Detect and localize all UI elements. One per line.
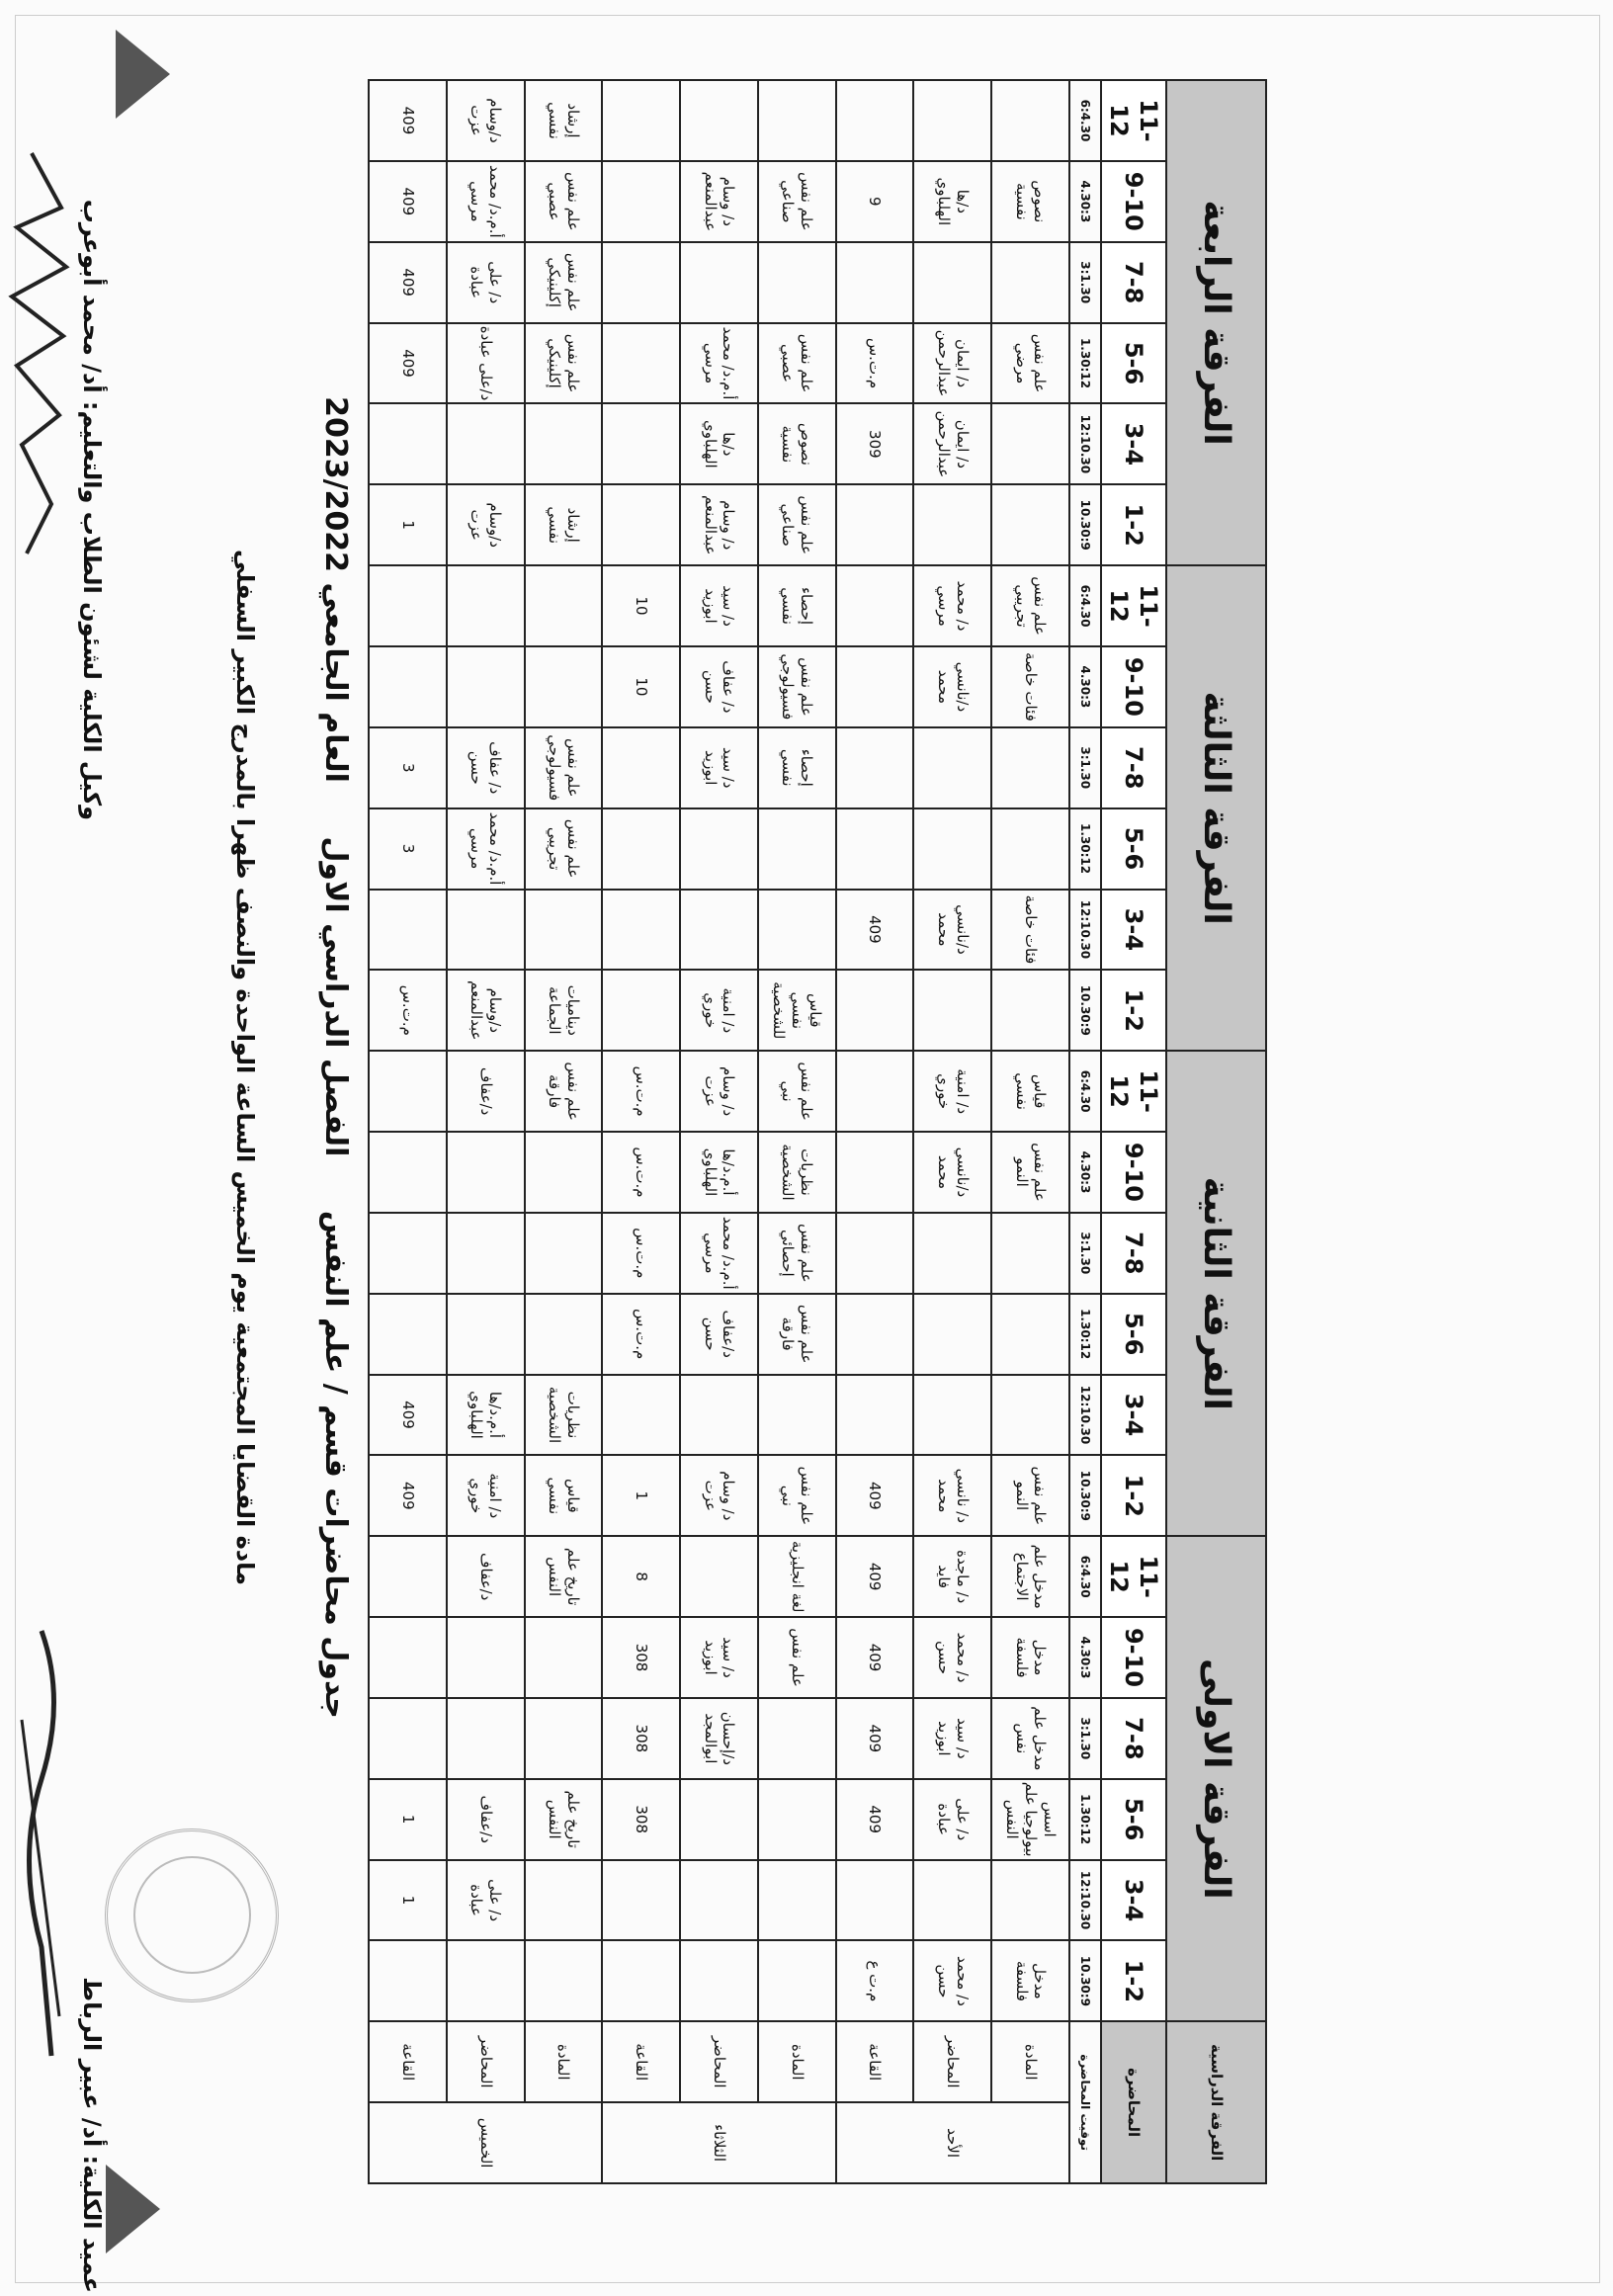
row-label: المادة [525, 2021, 603, 2102]
schedule-cell [836, 484, 914, 565]
schedule-cell [369, 1132, 447, 1213]
slot-header: 5-6 [1101, 1294, 1166, 1375]
schedule-cell: د/عفاف [447, 1051, 525, 1132]
schedule-cell: د/وسام عبدالمنعم [447, 970, 525, 1051]
time-cell: 4.30:3 [1069, 161, 1101, 242]
time-cell: 6:4.30 [1069, 1051, 1101, 1132]
time-cell: 6:4.30 [1069, 80, 1101, 161]
schedule-cell: د/ها الهلباوي [680, 403, 758, 484]
level-header: الفرقة الرابعة [1166, 80, 1266, 565]
schedule-cell [447, 565, 525, 646]
schedule-cell: علم نفس إكلينيكي [525, 242, 603, 323]
row-label: المادة [758, 2021, 836, 2102]
title-year: العام الجامعي 2023/2022 [318, 396, 353, 783]
schedule-cell: د/وسام عزت [447, 484, 525, 565]
schedule-cell [369, 1617, 447, 1698]
schedule-cell [836, 1051, 914, 1132]
schedule-cell [525, 890, 603, 971]
row-label: المحاضر [447, 2021, 525, 2102]
schedule-cell: د/ها الهلباوي [913, 161, 991, 242]
schedule-cell: د/ سيد ابوزيد [680, 565, 758, 646]
schedule-cell [991, 1375, 1069, 1456]
schedule-cell [525, 1132, 603, 1213]
schedule-cell: د/ عفاف حسن [680, 646, 758, 727]
slot-header: 9-10 [1101, 161, 1166, 242]
schedule-cell: مدخل فلسفة [991, 1940, 1069, 2021]
slot-header: 5-6 [1101, 323, 1166, 404]
schedule-cell: 9 [836, 161, 914, 242]
schedule-cell: اسس بيولوجيا علم النفس [991, 1779, 1069, 1860]
schedule-cell: قياس نفسي للشخصية [758, 970, 836, 1051]
schedule-cell [602, 323, 680, 404]
schedule-cell: د/ امنية خوري [447, 1455, 525, 1536]
schedule-cell: أ.م.د/ محمد مرسي [680, 323, 758, 404]
schedule-cell: علم نفس فسيولوجي [758, 646, 836, 727]
schedule-cell [525, 403, 603, 484]
schedule-cell: علم نفس فسيولوجي [525, 727, 603, 808]
schedule-cell: 409 [836, 1536, 914, 1617]
schedule-cell: 409 [836, 1779, 914, 1860]
schedule-cell [758, 1779, 836, 1860]
schedule-cell [369, 1051, 447, 1132]
title-semester: الفصل الدراسي الاول [318, 836, 353, 1157]
schedule-cell: م.ت ع [836, 1940, 914, 2021]
schedule-cell: 1 [369, 1779, 447, 1860]
level-header: الفرقة الاولى [1166, 1536, 1266, 2021]
schedule-cell [913, 808, 991, 890]
schedule-cell: 308 [602, 1779, 680, 1860]
schedule-cell: د/ ماجدة فايد [913, 1536, 991, 1617]
signature-scribble-left [2, 148, 71, 563]
schedule-cell: نصوص نفسية [991, 161, 1069, 242]
time-cell: 4.30:3 [1069, 1132, 1101, 1213]
schedule-cell [447, 1698, 525, 1779]
schedule-cell [836, 80, 914, 161]
slot-header: 7-8 [1101, 242, 1166, 323]
schedule-cell: د/ ايمان عبدالرحمن [913, 323, 991, 404]
schedule-cell [913, 484, 991, 565]
schedule-cell [525, 646, 603, 727]
time-cell: 6:4.30 [1069, 565, 1101, 646]
footer-note: مادة القضايا المجتمعية يوم الخميس الساعة الواحدة والنصف ظهرا بالمدرج الكبير السفلي [231, 550, 259, 1585]
schedule-cell: ديناميات الجماعة [525, 970, 603, 1051]
schedule-cell: أ.م.د/ محمد مرسي [680, 1213, 758, 1294]
schedule-cell: د/عفاف [447, 1779, 525, 1860]
schedule-cell [913, 970, 991, 1051]
schedule-cell: د/على عبادة [447, 323, 525, 404]
slot-header: 11-12 [1101, 80, 1166, 161]
row-label: المادة [991, 2021, 1069, 2102]
schedule-cell [369, 1940, 447, 2021]
schedule-cell: علم نفس نبي [758, 1051, 836, 1132]
slot-header: 11-12 [1101, 565, 1166, 646]
slot-header: 3-4 [1101, 890, 1166, 971]
schedule-cell: علم نفس [758, 1617, 836, 1698]
schedule-cell [758, 80, 836, 161]
schedule-cell: د/ محمد حسن [913, 1617, 991, 1698]
slot-header: 7-8 [1101, 1698, 1166, 1779]
schedule-cell: د/ على عبادة [913, 1779, 991, 1860]
schedule-cell: تاريخ علم النفس [525, 1779, 603, 1860]
schedule-cell [836, 646, 914, 727]
schedule-cell: إحصاء نفسي [758, 565, 836, 646]
schedule-cell [602, 1375, 680, 1456]
schedule-cell [680, 1940, 758, 2021]
schedule-cell: د/ على عبادة [447, 242, 525, 323]
schedule-cell: 409 [369, 323, 447, 404]
schedule-cell: 409 [836, 1455, 914, 1536]
time-cell: 10.30:9 [1069, 1455, 1101, 1536]
schedule-cell [369, 565, 447, 646]
schedule-cell [369, 1536, 447, 1617]
schedule-cell: علم نفس عصبي [758, 323, 836, 404]
schedule-cell: د/ عفاف حسن [447, 727, 525, 808]
schedule-cell: د/ نانسي محمد [913, 1455, 991, 1536]
schedule-cell: م.ت.س [602, 1051, 680, 1132]
schedule-cell [991, 1213, 1069, 1294]
schedule-cell [602, 161, 680, 242]
university-logo-left [101, 30, 170, 119]
schedule-cell [602, 1940, 680, 2021]
schedule-cell [680, 1375, 758, 1456]
schedule-cell [369, 1294, 447, 1375]
schedule-cell: إرشاد نفسي [525, 80, 603, 161]
time-cell: 4.30:3 [1069, 646, 1101, 727]
schedule-cell [369, 403, 447, 484]
schedule-cell [836, 1294, 914, 1375]
schedule-cell [680, 242, 758, 323]
time-cell: 1.30:12 [1069, 323, 1101, 404]
schedule-cell [525, 1294, 603, 1375]
schedule-cell [680, 1779, 758, 1860]
schedule-cell [758, 1698, 836, 1779]
schedule-cell: علم نفس تجريبي [525, 808, 603, 890]
schedule-cell [602, 80, 680, 161]
schedule-cell [991, 403, 1069, 484]
slot-header: 3-4 [1101, 1375, 1166, 1456]
slot-header: 1-2 [1101, 970, 1166, 1051]
schedule-cell [525, 1940, 603, 2021]
vice-dean-signature-label: وكيل الكلية لشئون الطلاب والتعليم: أد/ محمد أبوعرب [78, 199, 106, 820]
schedule-cell [680, 80, 758, 161]
slot-header: 5-6 [1101, 808, 1166, 890]
schedule-cell [758, 808, 836, 890]
schedule-cell: 409 [369, 161, 447, 242]
schedule-cell [680, 808, 758, 890]
slot-header: 1-2 [1101, 1455, 1166, 1536]
schedule-cell: علم نفس صناعي [758, 161, 836, 242]
official-stamp-icon [105, 1828, 279, 2002]
schedule-cell: أ.م.د/ها الهلباوي [680, 1132, 758, 1213]
schedule-cell: 409 [369, 242, 447, 323]
time-cell: 12:10.30 [1069, 1860, 1101, 1941]
schedule-cell [369, 1213, 447, 1294]
schedule-cell [913, 242, 991, 323]
schedule-cell [836, 565, 914, 646]
schedule-cell: 10 [602, 565, 680, 646]
level-header: الفرقة الثالثة [1166, 565, 1266, 1051]
schedule-cell [447, 1617, 525, 1698]
day-cell: الخميس [369, 2102, 602, 2183]
time-cell: 6:4.30 [1069, 1536, 1101, 1617]
schedule-cell: د/ امنية خوري [680, 970, 758, 1051]
schedule-cell: علم نفس فارقة [758, 1294, 836, 1375]
schedule-cell [447, 646, 525, 727]
schedule-cell [680, 1536, 758, 1617]
time-cell: 3:1.30 [1069, 727, 1101, 808]
schedule-cell: د/ سيد ابوزيد [913, 1698, 991, 1779]
schedule-cell [525, 565, 603, 646]
schedule-cell [447, 403, 525, 484]
schedule-cell: د/ امنية خوري [913, 1051, 991, 1132]
row-label: المحاضر [680, 2021, 758, 2102]
schedule-cell: د/ وسام عبدالمنعم [680, 161, 758, 242]
row-label: القاعة [369, 2021, 447, 2102]
schedule-cell: 1 [602, 1455, 680, 1536]
day-cell: الثلاثاء [602, 2102, 835, 2183]
schedule-cell [602, 403, 680, 484]
schedule-cell: 10 [602, 646, 680, 727]
schedule-cell: د/نانسي محمد [913, 890, 991, 971]
schedule-cell [447, 890, 525, 971]
schedule-cell [602, 808, 680, 890]
schedule-cell [602, 1860, 680, 1941]
schedule-cell [602, 484, 680, 565]
time-cell: 10.30:9 [1069, 970, 1101, 1051]
signature-scribble-right [12, 1621, 71, 2066]
schedule-cell [758, 1940, 836, 2021]
schedule-cell: أ.م.د/ محمد مرسي [447, 808, 525, 890]
schedule-cell: 1 [369, 484, 447, 565]
schedule-cell: 409 [836, 1617, 914, 1698]
schedule-cell: لغة انجليزية [758, 1536, 836, 1617]
row-label: المحاضر [913, 2021, 991, 2102]
schedule-cell: 409 [836, 890, 914, 971]
schedule-cell: د/ وسام عبدالمنعم [680, 484, 758, 565]
schedule-cell [991, 242, 1069, 323]
schedule-cell: م.ت.س [602, 1213, 680, 1294]
schedule-cell: د/وسام عزت [447, 80, 525, 161]
schedule-cell [991, 80, 1069, 161]
time-cell: 12:10.30 [1069, 890, 1101, 971]
day-cell: الأحد [836, 2102, 1069, 2183]
schedule-cell [991, 484, 1069, 565]
level-header: الفرقة الثانية [1166, 1051, 1266, 1536]
schedule-cell: قياس نفسي [991, 1051, 1069, 1132]
schedule-cell: علم نفس مرضي [991, 323, 1069, 404]
schedule-cell: أ.م.د/ها الهلباوي [447, 1375, 525, 1456]
slot-header: 5-6 [1101, 1779, 1166, 1860]
schedule-cell [836, 1860, 914, 1941]
slot-header: 3-4 [1101, 403, 1166, 484]
slot-header: 9-10 [1101, 1617, 1166, 1698]
schedule-cell [525, 1213, 603, 1294]
schedule-cell: فئات خاصة [991, 646, 1069, 727]
schedule-cell: إحصاء نفسي [758, 727, 836, 808]
schedule-cell: فئات خاصة [991, 890, 1069, 971]
schedule-cell: أ.م.د/ محمد مرسي [447, 161, 525, 242]
slot-header: 11-12 [1101, 1051, 1166, 1132]
schedule-cell [758, 890, 836, 971]
title-main: جدول محاضرات قسم / علم النفس [318, 1210, 353, 1719]
schedule-cell: 409 [369, 80, 447, 161]
schedule-cell [913, 80, 991, 161]
schedule-cell [836, 242, 914, 323]
schedule-cell [991, 727, 1069, 808]
schedule-cell: 3 [369, 727, 447, 808]
schedule-cell [525, 1698, 603, 1779]
time-cell: 3:1.30 [1069, 1213, 1101, 1294]
page-title [318, 316, 353, 1799]
schedule-cell: د/ وسام عزت [680, 1051, 758, 1132]
time-cell: 4.30:3 [1069, 1617, 1101, 1698]
schedule-cell: علم نفس عصبي [525, 161, 603, 242]
schedule-cell [836, 808, 914, 890]
row-label: القاعة [602, 2021, 680, 2102]
schedule-cell [836, 727, 914, 808]
schedule-cell: 309 [836, 403, 914, 484]
time-cell: 1.30:12 [1069, 1779, 1101, 1860]
time-cell: 3:1.30 [1069, 1698, 1101, 1779]
schedule-cell [836, 970, 914, 1051]
schedule-cell [758, 242, 836, 323]
schedule-cell: م.ت.س [602, 1132, 680, 1213]
slot-header: 1-2 [1101, 1940, 1166, 2021]
schedule-cell [447, 1940, 525, 2021]
schedule-cell [447, 1132, 525, 1213]
schedule-cell: 409 [369, 1455, 447, 1536]
slot-header: 9-10 [1101, 1132, 1166, 1213]
corner-slot-label: المحاضرة [1101, 2021, 1166, 2183]
schedule-cell: تاريخ علم النفس [525, 1536, 603, 1617]
schedule-cell: مدخل علم الاجتماع [991, 1536, 1069, 1617]
schedule-cell [602, 890, 680, 971]
schedule-cell: علم نفس النمو [991, 1132, 1069, 1213]
time-cell: 1.30:12 [1069, 1294, 1101, 1375]
schedule-cell: علم نفس صناعي [758, 484, 836, 565]
corner-time-label: توقيت المحاضرة [1069, 2021, 1101, 2183]
schedule-cell: م.ت.س [836, 323, 914, 404]
logo-triangle-icon [106, 2165, 160, 2253]
slot-header: 7-8 [1101, 727, 1166, 808]
schedule-cell: علم نفس تجريبي [991, 565, 1069, 646]
time-cell: 3:1.30 [1069, 242, 1101, 323]
slot-header: 3-4 [1101, 1860, 1166, 1941]
schedule-cell: مدخل علم نفس [991, 1698, 1069, 1779]
schedule-cell [913, 1294, 991, 1375]
schedule-cell: 8 [602, 1536, 680, 1617]
schedule-cell: د/ سيد ابوزيد [680, 1617, 758, 1698]
schedule-cell [913, 1213, 991, 1294]
row-label: القاعة [836, 2021, 914, 2102]
slot-header: 9-10 [1101, 646, 1166, 727]
time-cell: 12:10.30 [1069, 403, 1101, 484]
schedule-cell: 308 [602, 1698, 680, 1779]
schedule-cell: د/عفاف حسن [680, 1294, 758, 1375]
schedule-cell: د/ وسام عزت [680, 1455, 758, 1536]
schedule-cell: م.ت.س [369, 970, 447, 1051]
schedule-cell: 1 [369, 1860, 447, 1941]
schedule-cell [913, 727, 991, 808]
schedule-cell [913, 1860, 991, 1941]
schedule-cell: علم نفس إحصائي [758, 1213, 836, 1294]
time-cell: 10.30:9 [1069, 484, 1101, 565]
schedule-cell: 3 [369, 808, 447, 890]
schedule-cell: علم نفس فارقة [525, 1051, 603, 1132]
time-cell: 12:10.30 [1069, 1375, 1101, 1456]
dean-signature-label: عميد الكلية: أد/ عبير الرباط [78, 1977, 106, 2293]
schedule-cell: د/نانسي محمد [913, 646, 991, 727]
schedule-cell: د/ ايمان عبدالرحمن [913, 403, 991, 484]
schedule-cell: إرشاد نفسي [525, 484, 603, 565]
schedule-cell: علم نفس النمو [991, 1455, 1069, 1536]
schedule-cell [369, 1698, 447, 1779]
schedule-cell [836, 1375, 914, 1456]
schedule-cell [447, 1213, 525, 1294]
schedule-cell: مدخل فلسفة [991, 1617, 1069, 1698]
slot-header: 1-2 [1101, 484, 1166, 565]
schedule-cell: 409 [836, 1698, 914, 1779]
schedule-cell [836, 1213, 914, 1294]
schedule-cell [525, 1860, 603, 1941]
schedule-cell: د/ محمد مرسي [913, 565, 991, 646]
schedule-cell: د/إحسان ابوالمجد [680, 1698, 758, 1779]
schedule-cell: نظريات الشخصية [758, 1132, 836, 1213]
schedule-cell [602, 727, 680, 808]
schedule-cell: نصوص نفسية [758, 403, 836, 484]
schedule-cell [991, 1294, 1069, 1375]
schedule-cell [913, 1375, 991, 1456]
schedule-cell: علم نفس إكلينيكي [525, 323, 603, 404]
schedule-table [368, 79, 1267, 2184]
schedule-cell [602, 970, 680, 1051]
schedule-cell [602, 242, 680, 323]
slot-header: 7-8 [1101, 1213, 1166, 1294]
schedule-cell: د/ على عبادة [447, 1860, 525, 1941]
schedule-cell [525, 1617, 603, 1698]
schedule-cell [758, 1375, 836, 1456]
schedule-cell: د/ محمد حسن [913, 1940, 991, 2021]
logo-triangle-icon [116, 30, 170, 119]
schedule-cell [991, 808, 1069, 890]
schedule-cell [447, 1294, 525, 1375]
schedule-cell: د/عفاف [447, 1536, 525, 1617]
schedule-cell [758, 1860, 836, 1941]
time-cell: 1.30:12 [1069, 808, 1101, 890]
schedule-cell: 308 [602, 1617, 680, 1698]
corner-level-label: الفرقة الدراسية [1166, 2021, 1266, 2183]
time-cell: 10.30:9 [1069, 1940, 1101, 2021]
schedule-cell [680, 1860, 758, 1941]
schedule-cell: قياس نفسي [525, 1455, 603, 1536]
schedule-cell [991, 970, 1069, 1051]
schedule-cell: علم نفس نبي [758, 1455, 836, 1536]
schedule-cell [369, 890, 447, 971]
schedule-cell: د/نانسي محمد [913, 1132, 991, 1213]
schedule-cell [836, 1132, 914, 1213]
slot-header: 11-12 [1101, 1536, 1166, 1617]
schedule-cell: م.ت.س [602, 1294, 680, 1375]
schedule-cell [991, 1860, 1069, 1941]
schedule-cell: نظريات الشخصية [525, 1375, 603, 1456]
schedule-cell [680, 890, 758, 971]
schedule-cell: د/ سيد ابوزيد [680, 727, 758, 808]
schedule-cell [369, 646, 447, 727]
schedule-cell: 409 [369, 1375, 447, 1456]
